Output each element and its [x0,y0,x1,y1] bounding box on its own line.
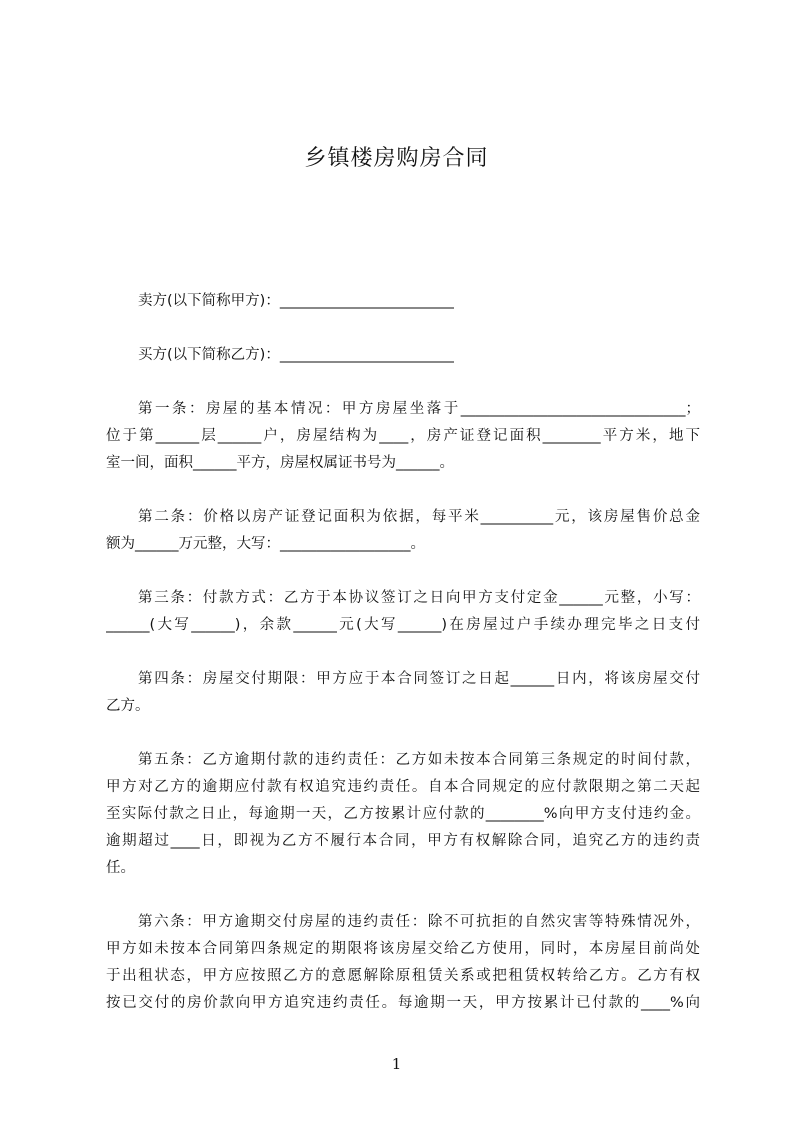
page-number: 1 [391,1055,402,1073]
article3-line-2: ______(大写______)，余款______元(大写______)在房屋过户手续办理完毕之日支付 [106,617,700,633]
article5-line-3: 至实际付款之日止，每逾期一天，乙方按累计应付款的________%向甲方支付违约金。 [106,806,700,822]
article4-line-2: 乙方。 [106,698,150,714]
article6-line-1: 第六条：甲方逾期交付房屋的违约责任：除不可抗拒的自然灾害等特殊情况外， [138,914,700,930]
article2-line-2: 额为______万元整，大写：__________________。 [106,536,425,552]
article1-line-1: 第一条：房屋的基本情况：甲方房屋坐落于_______________________________； [138,401,700,417]
article5-line-2: 甲方对乙方的逾期应付款有权追究违约责任。自本合同规定的应付款限期之第二天起 [106,779,700,795]
article3-line-1: 第三条：付款方式：乙方于本协议签订之日向甲方支付定金______元整，小写： [138,590,700,606]
article4-line-1: 第四条：房屋交付期限：甲方应于本合同签订之日起______日内，将该房屋交付 [138,671,700,687]
document-title: 乡镇楼房购房合同 [304,146,489,171]
buyer-line: 买方(以下简称乙方)：________________________ [138,347,454,363]
article6-line-3: 于出租状态，甲方应按照乙方的意愿解除原租赁关系或把租赁权转给乙方。乙方有权 [106,968,700,984]
article1-line-2: 位于第______层______户，房屋结构为____，房产证登记面积________平方米，地下 [106,428,700,444]
article2-line-1: 第二条：价格以房产证登记面积为依据，每平米__________元，该房屋售价总金 [138,509,700,525]
article5-line-1: 第五条：乙方逾期付款的违约责任：乙方如未按本合同第三条规定的时间付款， [138,752,700,768]
article5-line-5: 任。 [106,860,135,876]
seller-line: 卖方(以下简称甲方)：________________________ [138,293,454,309]
article6-line-4: 按已交付的房价款向甲方追究违约责任。每逾期一天，甲方按累计已付款的____%向 [106,995,700,1011]
article6-line-2: 甲方如未按本合同第四条规定的期限将该房屋交给乙方使用，同时，本房屋目前尚处 [106,941,700,957]
article5-line-4: 逾期超过____日，即视为乙方不履行本合同，甲方有权解除合同，追究乙方的违约责 [106,833,700,849]
article1-line-3: 室一间，面积______平方，房屋权属证书号为______。 [106,455,454,471]
